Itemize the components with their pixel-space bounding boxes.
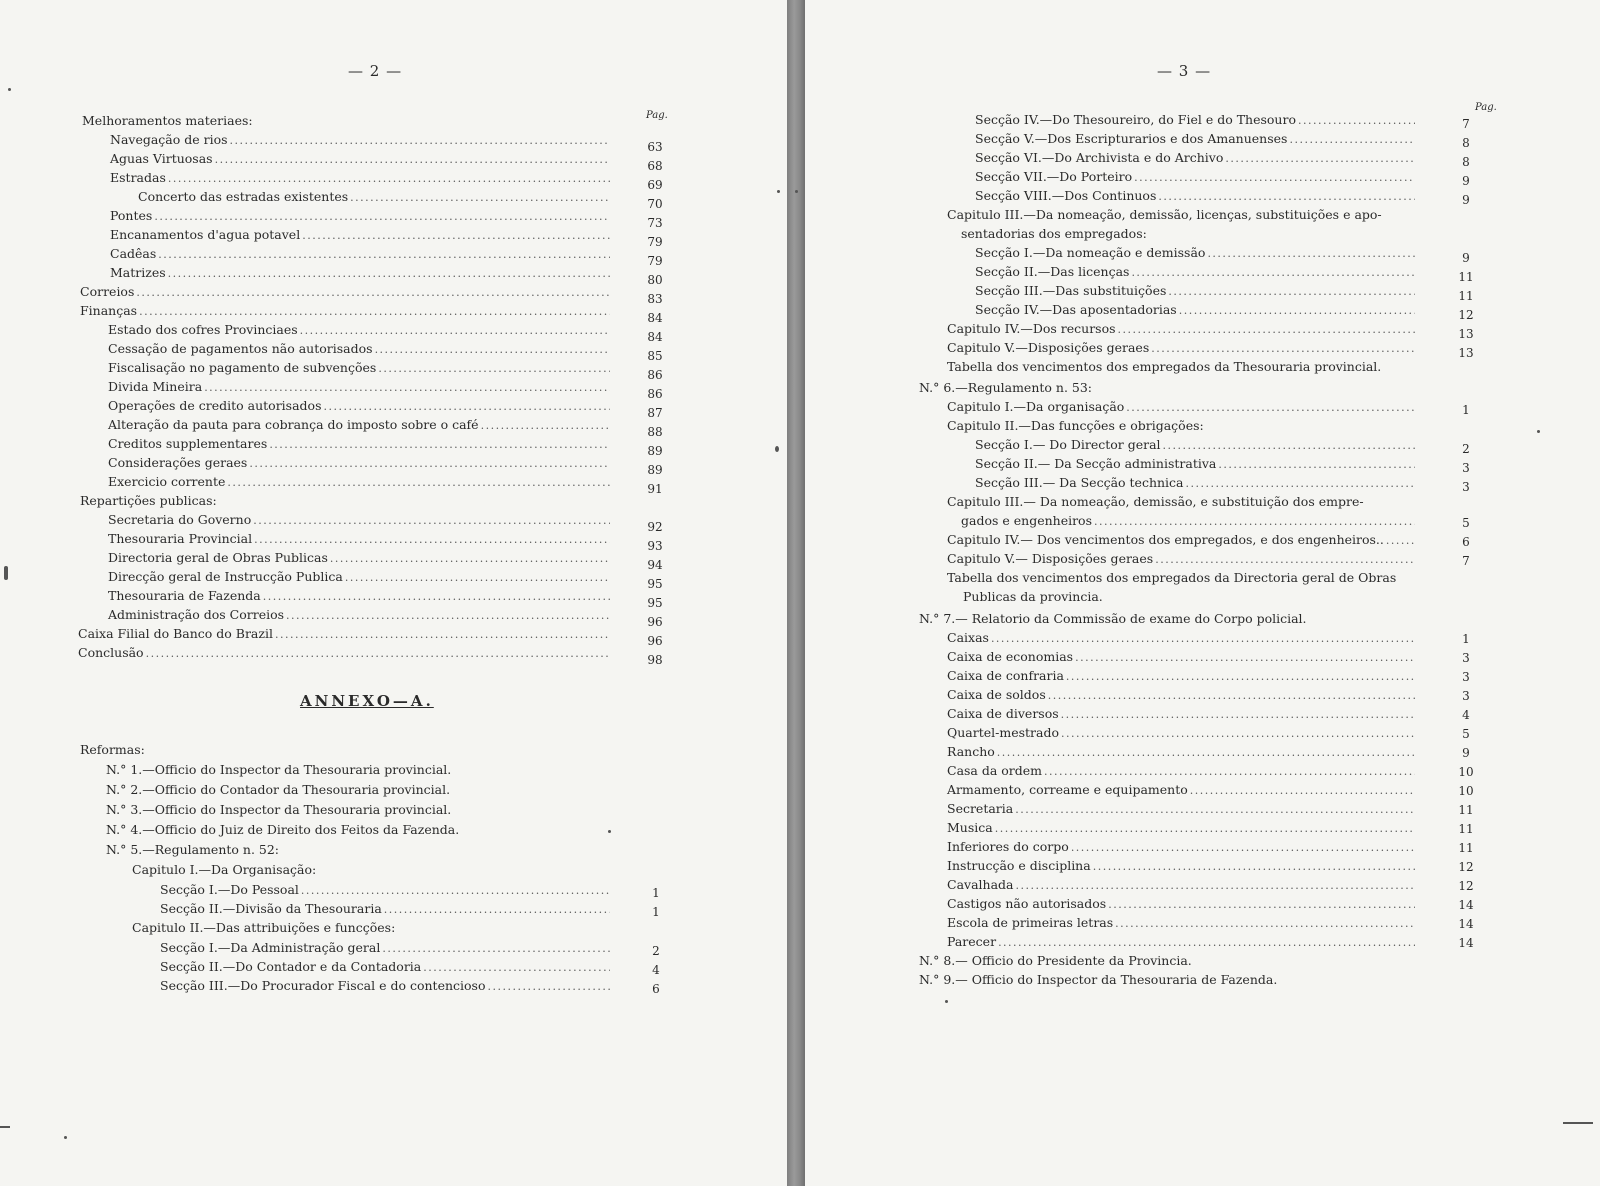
toc-page: 3 xyxy=(1462,651,1470,665)
paper-speck xyxy=(4,566,8,580)
toc-page: 14 xyxy=(1458,936,1474,950)
toc-page: 93 xyxy=(647,539,663,553)
toc-row: Capitulo I.—Da organisação ..... xyxy=(947,397,1415,416)
toc-page: 63 xyxy=(647,140,663,154)
toc-page: 7 xyxy=(1462,554,1470,568)
toc-row: Fiscalisação no pagamento de subvenções ..... xyxy=(108,358,610,377)
toc-page: 14 xyxy=(1458,898,1474,912)
toc-row: Direcção geral de Instrucção Publica ..... xyxy=(108,567,610,586)
toc-page: 9 xyxy=(1462,193,1470,207)
toc-page: 12 xyxy=(1458,308,1474,322)
annex-title: ANNEXO—A. xyxy=(300,692,434,710)
toc-page: 86 xyxy=(647,368,663,382)
page-number-right: — 3 — xyxy=(1157,62,1212,80)
annex-item: Capitulo II.—Das attribuições e funcções: xyxy=(132,920,396,935)
toc-row: Considerações geraes ..... xyxy=(108,453,610,472)
toc-row: Armamento, correame e equipamento ..... xyxy=(947,780,1415,799)
toc-page: 2 xyxy=(1462,442,1470,456)
toc-row: Secção III.— Da Secção technica ..... xyxy=(975,473,1415,492)
toc-page: 73 xyxy=(647,216,663,230)
toc-page: 84 xyxy=(647,330,663,344)
toc-page: 84 xyxy=(647,311,663,325)
toc-heading: Melhoramentos materiaes: xyxy=(82,113,253,128)
toc-row: Capitulo IV.— Dos vencimentos dos empregados, e dos engenheiros.. ..... xyxy=(947,530,1415,549)
annex-item: N.° 5.—Regulamento n. 52: xyxy=(106,842,280,857)
toc-page: 70 xyxy=(647,197,663,211)
toc-row: Estradas ..... xyxy=(110,168,610,187)
toc-page: 8 xyxy=(1462,136,1470,150)
toc-page: 5 xyxy=(1462,727,1470,741)
annex-item: N.° 3.—Officio do Inspector da Thesouraria provincial. xyxy=(106,802,452,817)
toc-page: 96 xyxy=(647,615,663,629)
paper-speck xyxy=(608,830,611,833)
toc-page: 11 xyxy=(1458,803,1474,817)
toc-row: Pontes ..... xyxy=(110,206,610,225)
annex-item: N.° 1.—Officio do Inspector da Thesouraria provincial. xyxy=(106,762,452,777)
paper-speck xyxy=(0,1126,10,1128)
toc-row: Navegação de rios ..... xyxy=(110,130,610,149)
toc-heading: Capitulo II.—Das funcções e obrigações: xyxy=(947,418,1204,433)
toc-row: Secção VIII.—Dos Continuos ..... xyxy=(975,186,1415,205)
annex-page: 1 xyxy=(652,886,660,900)
toc-row: Correios ..... xyxy=(80,282,610,301)
toc-page: 1 xyxy=(1462,403,1470,417)
toc-heading: Tabella dos vencimentos dos empregados da Directoria geral de Obras xyxy=(947,570,1397,585)
annex-row: Secção III.—Do Procurador Fiscal e do contencioso ..... xyxy=(160,976,610,995)
toc-page: 89 xyxy=(647,463,663,477)
toc-row: Caixa Filial do Banco do Brazil ..... xyxy=(78,624,610,643)
toc-page: 7 xyxy=(1462,117,1470,131)
toc-heading: Capitulo III.—Da nomeação, demissão, licenças, substituições e apo- xyxy=(947,207,1382,222)
annex-item: Capitulo I.—Da Organisação: xyxy=(132,862,317,877)
toc-row: Caixas ..... xyxy=(947,628,1415,647)
paper-speck xyxy=(8,88,11,91)
toc-page: 4 xyxy=(1462,708,1470,722)
toc-row: Capitulo V.—Disposições geraes ..... xyxy=(947,338,1415,357)
toc-page: 3 xyxy=(1462,480,1470,494)
toc-row: Secretaria ..... xyxy=(947,799,1415,818)
paper-speck xyxy=(777,190,780,193)
toc-row: Estado dos cofres Provinciaes ..... xyxy=(108,320,610,339)
toc-row: Secção IV.—Das aposentadorias ..... xyxy=(975,300,1415,319)
toc-row: Inferiores do corpo ..... xyxy=(947,837,1415,856)
paper-speck xyxy=(1537,430,1540,433)
toc-row: Caixa de economias ..... xyxy=(947,647,1415,666)
toc-page: 3 xyxy=(1462,670,1470,684)
toc-page: 11 xyxy=(1458,841,1474,855)
page-number-left: — 2 — xyxy=(348,62,403,80)
toc-page: 8 xyxy=(1462,155,1470,169)
paper-speck xyxy=(64,1136,67,1139)
toc-page: 69 xyxy=(647,178,663,192)
annex-row: Secção II.—Divisão da Thesouraria ..... xyxy=(160,899,610,918)
toc-row: Aguas Virtuosas ..... xyxy=(110,149,610,168)
toc-heading: N.° 6.—Regulamento n. 53: xyxy=(919,380,1093,395)
toc-row: Concerto das estradas existentes ..... xyxy=(138,187,610,206)
toc-row: Secretaria do Governo ..... xyxy=(108,510,610,529)
toc-row: Conclusão ..... xyxy=(78,643,610,662)
toc-heading: Repartições publicas: xyxy=(80,493,217,508)
toc-page: 83 xyxy=(647,292,663,306)
toc-row: Encanamentos d'agua potavel ..... xyxy=(110,225,610,244)
toc-page: 98 xyxy=(647,653,663,667)
paper-speck xyxy=(1563,1122,1593,1124)
toc-row: Musica ..... xyxy=(947,818,1415,837)
toc-row: Secção I.— Do Director geral ..... xyxy=(975,435,1415,454)
toc-page: 9 xyxy=(1462,746,1470,760)
toc-page: 11 xyxy=(1458,270,1474,284)
toc-row: Quartel-mestrado ..... xyxy=(947,723,1415,742)
toc-heading: Capitulo III.— Da nomeação, demissão, e substituição dos empre- xyxy=(947,494,1364,509)
toc-row: Instrucção e disciplina ..... xyxy=(947,856,1415,875)
toc-page: 94 xyxy=(647,558,663,572)
toc-heading: Tabella dos vencimentos dos empregados da Thesouraria provincial. xyxy=(947,359,1382,374)
annex-page: 1 xyxy=(652,905,660,919)
toc-row: Finanças ..... xyxy=(80,301,610,320)
toc-row: Rancho ..... xyxy=(947,742,1415,761)
toc-page: 3 xyxy=(1462,461,1470,475)
toc-page: 91 xyxy=(647,482,663,496)
toc-row: Cavalhada ..... xyxy=(947,875,1415,894)
toc-page: 92 xyxy=(647,520,663,534)
annex-page: 4 xyxy=(652,963,660,977)
annex-page: 2 xyxy=(652,944,660,958)
toc-page: 85 xyxy=(647,349,663,363)
toc-page: 88 xyxy=(647,425,663,439)
toc-row: Administração dos Correios ..... xyxy=(108,605,610,624)
toc-page: 13 xyxy=(1458,327,1474,341)
paper-speck xyxy=(775,446,779,452)
toc-page: 68 xyxy=(647,159,663,173)
book-gutter xyxy=(787,0,805,1186)
toc-row: Secção I.—Da nomeação e demissão ..... xyxy=(975,243,1415,262)
toc-row: Parecer ..... xyxy=(947,932,1415,951)
toc-row: Secção IV.—Do Thesoureiro, do Fiel e do Thesouro ..... xyxy=(975,110,1415,129)
toc-row: Operações de credito autorisados ..... xyxy=(108,396,610,415)
toc-page: 9 xyxy=(1462,174,1470,188)
toc-page: 6 xyxy=(1462,535,1470,549)
toc-heading: sentadorias dos empregados: xyxy=(961,226,1147,241)
annex-row: Secção II.—Do Contador e da Contadoria ..... xyxy=(160,957,610,976)
toc-heading: N.° 8.— Officio do Presidente da Provincia. xyxy=(919,953,1192,968)
pag-label-right: Pag. xyxy=(1475,102,1497,113)
toc-page: 79 xyxy=(647,235,663,249)
toc-row: Secção III.—Das substituições ..... xyxy=(975,281,1415,300)
toc-row: Escola de primeiras letras ..... xyxy=(947,913,1415,932)
toc-page: 95 xyxy=(647,596,663,610)
toc-page: 79 xyxy=(647,254,663,268)
right-page xyxy=(805,0,1600,1186)
toc-row: Castigos não autorisados ..... xyxy=(947,894,1415,913)
toc-page: 86 xyxy=(647,387,663,401)
toc-row: Caixa de soldos ..... xyxy=(947,685,1415,704)
toc-page: 95 xyxy=(647,577,663,591)
toc-page: 9 xyxy=(1462,251,1470,265)
toc-page: 13 xyxy=(1458,346,1474,360)
paper-speck xyxy=(945,1000,948,1003)
toc-page: 89 xyxy=(647,444,663,458)
annex-page: 6 xyxy=(652,982,660,996)
toc-page: 1 xyxy=(1462,632,1470,646)
toc-row: Matrizes ..... xyxy=(110,263,610,282)
toc-page: 80 xyxy=(647,273,663,287)
toc-row: Caixa de confraria ..... xyxy=(947,666,1415,685)
annex-row: Secção I.—Do Pessoal ..... xyxy=(160,880,610,899)
toc-page: 87 xyxy=(647,406,663,420)
toc-page: 12 xyxy=(1458,860,1474,874)
toc-row: Caixa de diversos ..... xyxy=(947,704,1415,723)
toc-page: 11 xyxy=(1458,289,1474,303)
toc-page: 12 xyxy=(1458,879,1474,893)
toc-row: Secção VI.—Do Archivista e do Archivo ..... xyxy=(975,148,1415,167)
toc-row: Cadêas ..... xyxy=(110,244,610,263)
toc-row: Thesouraria de Fazenda ..... xyxy=(108,586,610,605)
toc-heading: N.° 7.— Relatorio da Commissão de exame do Corpo policial. xyxy=(919,611,1307,626)
toc-row: Secção II.— Da Secção administrativa ..... xyxy=(975,454,1415,473)
toc-row: Capitulo V.— Disposições geraes ..... xyxy=(947,549,1415,568)
toc-row: Alteração da pauta para cobrança do imposto sobre o café ..... xyxy=(108,415,610,434)
pag-label-left: Pag. xyxy=(646,110,668,121)
toc-row: Cessação de pagamentos não autorisados ..... xyxy=(108,339,610,358)
toc-page: 14 xyxy=(1458,917,1474,931)
toc-page: 96 xyxy=(647,634,663,648)
toc-heading: N.° 9.— Officio do Inspector da Thesouraria de Fazenda. xyxy=(919,972,1278,987)
toc-row: Secção V.—Dos Escripturarios e dos Amanuenses ..... xyxy=(975,129,1415,148)
annex-row: Secção I.—Da Administração geral ..... xyxy=(160,938,610,957)
toc-row: Directoria geral de Obras Publicas ..... xyxy=(108,548,610,567)
toc-page: 5 xyxy=(1462,516,1470,530)
toc-row: Capitulo IV.—Dos recursos ..... xyxy=(947,319,1415,338)
toc-row: Casa da ordem ..... xyxy=(947,761,1415,780)
toc-heading: Publicas da provincia. xyxy=(963,589,1103,604)
annex-item: N.° 2.—Officio do Contador da Thesouraria provincial. xyxy=(106,782,451,797)
paper-speck xyxy=(795,190,798,193)
toc-page: 3 xyxy=(1462,689,1470,703)
left-page xyxy=(0,0,787,1186)
toc-row: Secção VII.—Do Porteiro ..... xyxy=(975,167,1415,186)
toc-row: Exercicio corrente ..... xyxy=(108,472,610,491)
annex-item: N.° 4.—Officio do Juiz de Direito dos Feitos da Fazenda. xyxy=(106,822,460,837)
toc-row: Creditos supplementares ..... xyxy=(108,434,610,453)
toc-row: Thesouraria Provincial ..... xyxy=(108,529,610,548)
toc-row: gados e engenheiros ..... xyxy=(961,511,1415,530)
toc-row: Secção II.—Das licenças ..... xyxy=(975,262,1415,281)
toc-row: Divida Mineira ..... xyxy=(108,377,610,396)
toc-page: 10 xyxy=(1458,765,1474,779)
annex-heading: Reformas: xyxy=(80,742,145,757)
toc-page: 11 xyxy=(1458,822,1474,836)
toc-page: 10 xyxy=(1458,784,1474,798)
